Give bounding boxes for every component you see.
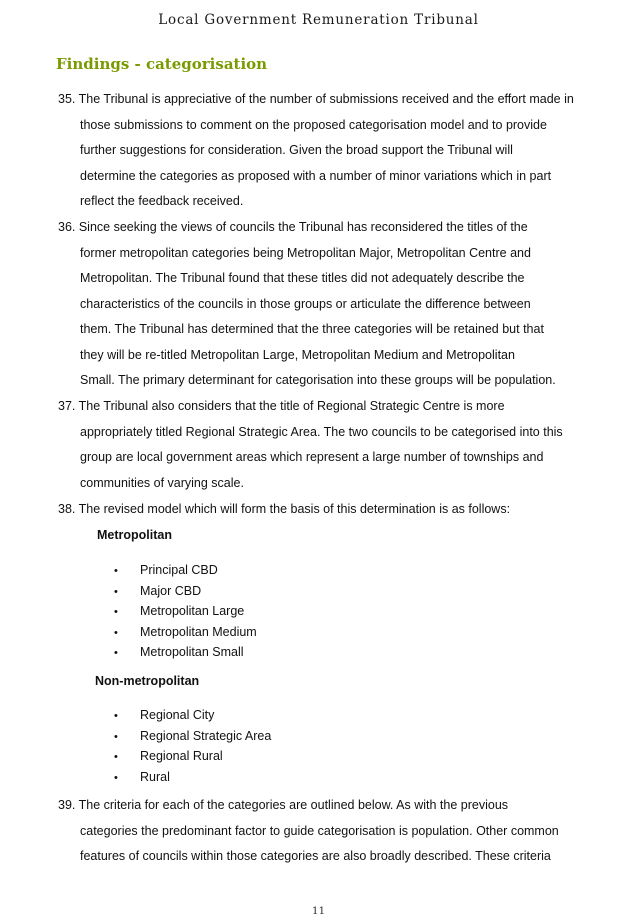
bullet-icon: •: [114, 585, 118, 598]
paragraph-line: 36. Since seeking the views of councils the Tribunal has reconsidered the titles of the: [58, 220, 528, 234]
paragraph-line: former metropolitan categories being Metropolitan Major, Metropolitan Centre and: [80, 245, 531, 260]
bullet-icon: •: [114, 710, 118, 722]
paragraph-line: reflect the feedback received.: [80, 194, 244, 208]
paragraph-line: categories the predominant factor to guide categorisation is population. Other common: [80, 823, 559, 838]
list-item-label: Metropolitan Large: [140, 604, 245, 618]
list-item: [114, 622, 257, 643]
list-item: [114, 767, 271, 788]
bullet-icon: •: [114, 606, 118, 618]
paragraph-line: 38. The revised model which will form the basis of this determination is as follows:: [58, 502, 511, 516]
list-item-label: Principal CBD: [140, 563, 218, 577]
metropolitan-category-list: [114, 560, 257, 663]
paragraph-line: appropriately titled Regional Strategic Area. The two councils to be categorised into this: [80, 424, 563, 439]
paragraph-line: 39. The criteria for each of the categories are outlined below. As with the previous: [58, 798, 509, 812]
paragraph-35: [58, 87, 588, 215]
non-metropolitan-group-title: Non-metropolitan: [95, 674, 200, 688]
list-item-label: Metropolitan Medium: [140, 624, 257, 639]
paragraph-line: those submissions to comment on the proposed categorisation model and to provide: [80, 117, 547, 132]
paragraph-line: 35. The Tribunal is appreciative of the number of submissions received and the effort made in: [58, 92, 574, 106]
page-number: 11: [311, 905, 326, 917]
paragraph-line: Small. The primary determinant for categorisation into these groups will be population.: [80, 373, 556, 387]
list-item: [114, 601, 257, 622]
paragraph-line: communities of varying scale.: [80, 475, 244, 490]
list-item: [114, 705, 271, 726]
paragraph-line: determine the categories as proposed with a number of minor variations which in part: [80, 168, 552, 183]
list-item: [114, 746, 271, 767]
bullet-icon: •: [114, 771, 118, 784]
paragraph-37: [58, 394, 588, 496]
bullet-icon: •: [114, 565, 118, 577]
paragraph-line: group are local government areas which represent a large number of townships and: [80, 450, 544, 464]
paragraph-line: features of councils within those categories are also broadly described. These criteria: [80, 849, 551, 863]
bullet-icon: •: [114, 626, 118, 639]
bullet-icon: •: [114, 730, 118, 743]
bullet-icon: •: [114, 751, 118, 763]
paragraph-line: 37. The Tribunal also considers that the title of Regional Strategic Centre is more: [58, 399, 505, 413]
running-header: Local Government Remuneration Tribunal: [158, 12, 479, 28]
paragraph-39: [58, 793, 588, 870]
list-item-label: Rural: [140, 769, 170, 784]
list-item-label: Regional Strategic Area: [140, 728, 272, 743]
list-item-label: Regional Rural: [140, 749, 223, 763]
paragraph-line: Metropolitan. The Tribunal found that these titles did not adequately describe the: [80, 271, 525, 285]
non-metropolitan-category-list: [114, 705, 271, 787]
list-item: [114, 581, 257, 602]
paragraph-36: [58, 215, 588, 394]
list-item: [114, 726, 271, 747]
paragraph-line: characteristics of the councils in those groups or articulate the difference between: [80, 296, 531, 311]
list-item: [114, 560, 257, 581]
list-item-label: Regional City: [140, 708, 215, 722]
list-item-label: Major CBD: [140, 583, 202, 598]
metropolitan-group-title: Metropolitan: [97, 528, 172, 542]
list-item: [114, 642, 257, 663]
paragraph-line: them. The Tribunal has determined that the three categories will be retained but that: [80, 322, 544, 336]
section-heading: Findings - categorisation: [56, 55, 268, 73]
paragraph-line: they will be re-titled Metropolitan Large, Metropolitan Medium and Metropolitan: [80, 347, 515, 362]
list-item-label: Metropolitan Small: [140, 645, 244, 659]
paragraph-line: further suggestions for consideration. Given the broad support the Tribunal will: [80, 143, 513, 157]
bullet-icon: •: [114, 647, 118, 659]
paragraph-38: [58, 497, 588, 523]
